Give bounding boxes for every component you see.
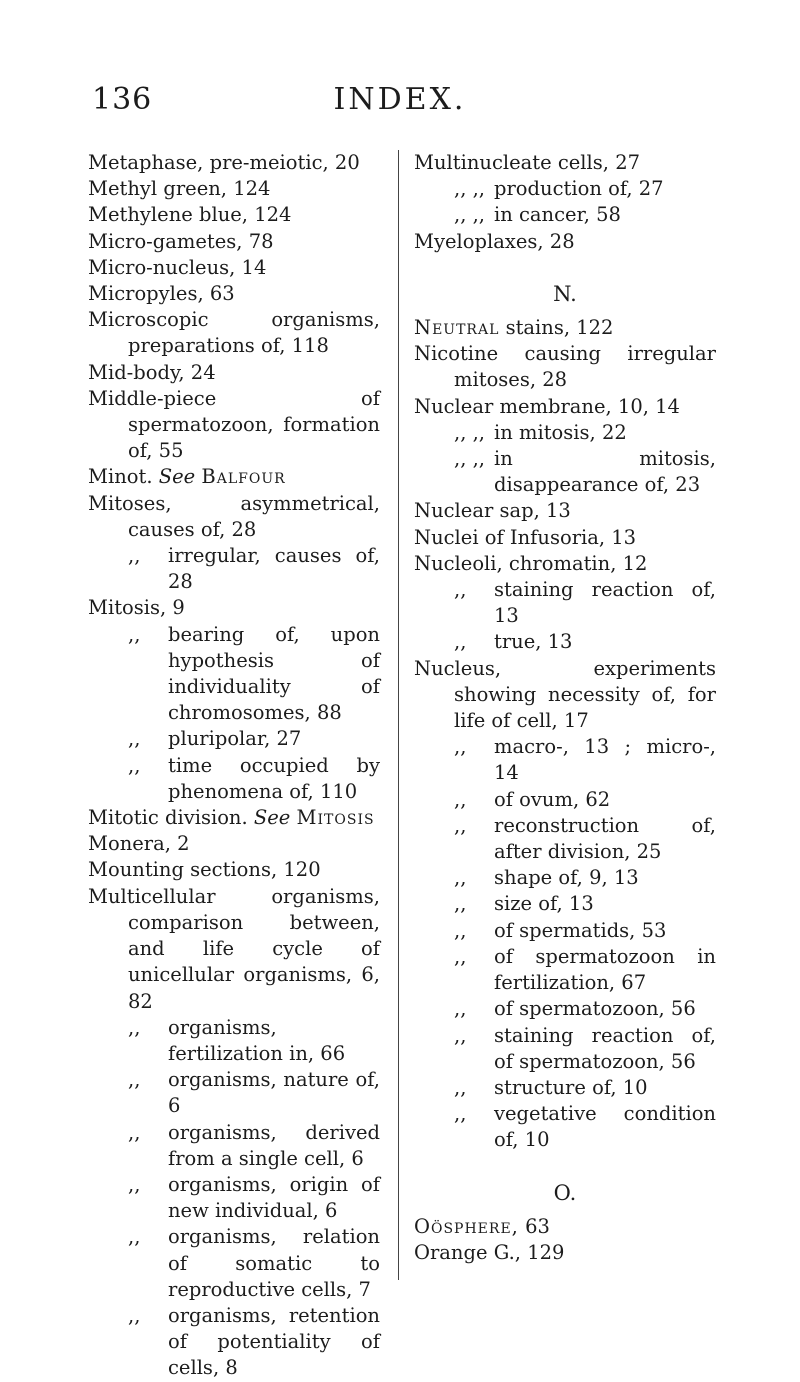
entry-text: of spermatids, 53 [494, 918, 667, 942]
entry-text: staining reaction of, 13 [494, 578, 716, 628]
index-entry [414, 341, 716, 393]
entry-text: stains, 122 [505, 316, 614, 340]
index-subentry [414, 813, 716, 865]
ditto-mark: ,, [454, 866, 467, 890]
ditto-mark: ,, [128, 1225, 141, 1249]
entry-text: of ovum, 62 [494, 787, 611, 811]
index-subentry [414, 944, 716, 996]
entry-text: Multinucleate cells, 27 [414, 151, 641, 174]
index-subentry [88, 622, 380, 727]
entry-text: Orange G., 129 [414, 1240, 565, 1264]
section-letter: N. [553, 281, 577, 306]
entry-lead-word: Neutral [414, 316, 500, 340]
entry-text: bearing of, upon hypothesis of individuality of chromosomes, 88 [168, 622, 380, 725]
index-entry [414, 150, 716, 176]
ditto-mark: ,, ,, [454, 203, 485, 227]
index-subentry [414, 629, 716, 655]
index-entry [88, 150, 380, 176]
ditto-mark: ,, [128, 1172, 141, 1196]
entry-lead-word: Oösphere, [414, 1214, 519, 1238]
ditto-mark: ,, [454, 735, 467, 759]
index-entry [414, 1240, 716, 1266]
entry-text: Mitotic division. [88, 806, 248, 830]
entry-text: in mitosis, 22 [494, 420, 627, 444]
entry-text: Monera, 2 [88, 832, 190, 856]
entry-text: organisms, derived from a single cell, 6 [168, 1120, 380, 1170]
entry-text: Metaphase, pre-meiotic, 20 [88, 151, 360, 174]
index-subentry [88, 1015, 380, 1067]
index-entry [88, 491, 380, 543]
entry-text: Microscopic organisms, preparations of, 118 [88, 308, 380, 358]
index-column-left [88, 150, 380, 1382]
index-subentry [414, 1075, 716, 1101]
index-subentry [414, 577, 716, 629]
index-subentry [88, 1067, 380, 1119]
ditto-mark: ,, ,, [454, 177, 485, 201]
entry-text: Nuclear sap, 13 [414, 499, 571, 523]
entry-text: organisms, nature of, 6 [168, 1068, 380, 1118]
index-subentry [88, 1224, 380, 1303]
entry-text: Nuclear membrane, 10, 14 [414, 394, 680, 418]
ditto-mark: ,, [454, 918, 467, 942]
index-subentry [414, 918, 716, 944]
index-entry [88, 255, 380, 281]
index-entry [88, 281, 380, 307]
index-entry [88, 307, 380, 359]
ditto-mark: ,, [454, 1023, 467, 1047]
index-entry [414, 656, 716, 735]
page-title: INDEX. [333, 82, 467, 117]
index-subentry [414, 446, 716, 498]
ditto-mark: ,, [454, 892, 467, 916]
ditto-mark: ,, [128, 544, 141, 568]
entry-text: vegetative condition of, 10 [494, 1102, 716, 1152]
entry-text: Nucleoli, chromatin, 12 [414, 551, 648, 575]
index-entry [88, 464, 380, 490]
ditto-mark: ,, [454, 997, 467, 1021]
index-column-right [414, 150, 716, 1266]
entry-text: Nucleus, experiments showing necessity of, for life of cell, 17 [414, 656, 716, 733]
index-entry [88, 831, 380, 857]
entry-text: Nicotine causing irregular mitoses, 28 [414, 342, 716, 392]
index-entry [88, 884, 380, 1015]
entry-text: size of, 13 [494, 892, 594, 916]
entry-text: true, 13 [494, 630, 573, 654]
entry-text: Methylene blue, 124 [88, 203, 292, 227]
entry-text: 63 [525, 1214, 550, 1238]
index-entry [414, 1214, 716, 1240]
index-subentry [414, 1101, 716, 1153]
entry-text: Micro-nucleus, 14 [88, 255, 267, 279]
entry-text: Methyl green, 124 [88, 177, 271, 201]
entry-text: Mounting sections, 120 [88, 858, 321, 882]
entry-text: macro-, 13 ; micro-, 14 [494, 735, 716, 785]
index-subentry [88, 753, 380, 805]
index-subentry [414, 787, 716, 813]
entry-text: organisms, fertilization in, 66 [168, 1015, 346, 1065]
entry-text: of spermatozoon in fertilization, 67 [494, 944, 716, 995]
index-entry [88, 386, 380, 465]
entry-text: Micro-gametes, 78 [88, 229, 274, 253]
entry-text: production of, 27 [494, 177, 664, 201]
ditto-mark: ,, [128, 1068, 141, 1092]
index-subentry [88, 1172, 380, 1224]
entry-text: of spermatozoon, 56 [494, 997, 696, 1021]
index-subentry [414, 891, 716, 917]
index-subentry [414, 734, 716, 786]
entry-text: shape of, 9, 13 [494, 866, 639, 890]
index-subentry [414, 865, 716, 891]
ditto-mark: ,, [454, 1075, 467, 1099]
index-entry [414, 551, 716, 577]
entry-text: irregular, causes of, 28 [168, 544, 380, 594]
entry-text: Multicellular organisms, comparison between, and life cycle of unicellular organisms, 6, 82 [88, 884, 380, 1013]
cross-reference-target: Mitosis [296, 806, 375, 830]
entry-text: organisms, retention of potentiality of cells, 8 [168, 1303, 380, 1380]
index-subentry [88, 726, 380, 752]
index-subentry [88, 1303, 380, 1382]
index-entry [414, 394, 716, 420]
entry-text: structure of, 10 [494, 1075, 648, 1099]
index-entry [88, 857, 380, 883]
entry-text: in cancer, 58 [494, 203, 621, 227]
ditto-mark: ,, [128, 727, 141, 751]
see-reference-label: See [158, 465, 196, 489]
entry-text: Minot. [88, 465, 153, 489]
column-divider [398, 150, 399, 1280]
entry-text: pluripolar, 27 [168, 727, 302, 751]
entry-text: organisms, origin of new individual, 6 [168, 1172, 380, 1223]
index-entry [88, 805, 380, 831]
entry-text: in mitosis, disappearance of, 23 [494, 447, 716, 497]
index-subentry [414, 420, 716, 446]
index-subentry [88, 1120, 380, 1172]
index-entry [88, 176, 380, 202]
entry-text: staining reaction of, of spermatozoon, 56 [494, 1023, 716, 1073]
index-subentry [414, 1023, 716, 1075]
index-subentry [88, 543, 380, 595]
entry-text: organisms, relation of somatic to reproductive cells, 7 [168, 1225, 380, 1301]
ditto-mark: ,, [454, 787, 467, 811]
index-subentry [414, 176, 716, 202]
entry-text: Mitoses, asymmetrical, causes of, 28 [88, 491, 380, 541]
ditto-mark: ,, [454, 813, 467, 837]
ditto-mark: ,, [128, 1015, 141, 1039]
entry-text: Mitosis, 9 [88, 596, 185, 620]
entry-text: time occupied by phenomena of, 110 [168, 753, 380, 803]
index-entry [88, 360, 380, 386]
entry-text: Myeloplaxes, 28 [414, 229, 575, 253]
entry-text: Micropyles, 63 [88, 282, 235, 306]
ditto-mark: ,, [128, 622, 141, 646]
cross-reference-target: Balfour [201, 465, 286, 489]
entry-text: Nuclei of Infusoria, 13 [414, 525, 637, 549]
index-entry [88, 229, 380, 255]
ditto-mark: ,, [128, 1120, 141, 1144]
entry-text: reconstruction of, after division, 25 [494, 813, 716, 864]
ditto-mark: ,, ,, [454, 420, 485, 444]
ditto-mark: ,, [454, 944, 467, 968]
page-number: 136 [92, 82, 153, 117]
ditto-mark: ,, [128, 753, 141, 777]
index-entry [414, 525, 716, 551]
index-entry [88, 595, 380, 621]
ditto-mark: ,, ,, [454, 447, 485, 471]
ditto-mark: ,, [454, 578, 467, 602]
see-reference-label: See [253, 806, 291, 830]
ditto-mark: ,, [454, 630, 467, 654]
entry-text: Mid-body, 24 [88, 360, 216, 384]
section-letter: O. [553, 1180, 577, 1205]
index-entry [414, 498, 716, 524]
index-entry [414, 315, 716, 341]
ditto-mark: ,, [128, 1303, 141, 1327]
index-entry [414, 229, 716, 255]
index-subentry [414, 202, 716, 228]
index-entry [88, 202, 380, 228]
ditto-mark: ,, [454, 1102, 467, 1126]
entry-text: Middle-piece of spermatozoon, formation of, 55 [88, 386, 380, 463]
index-subentry [414, 996, 716, 1022]
